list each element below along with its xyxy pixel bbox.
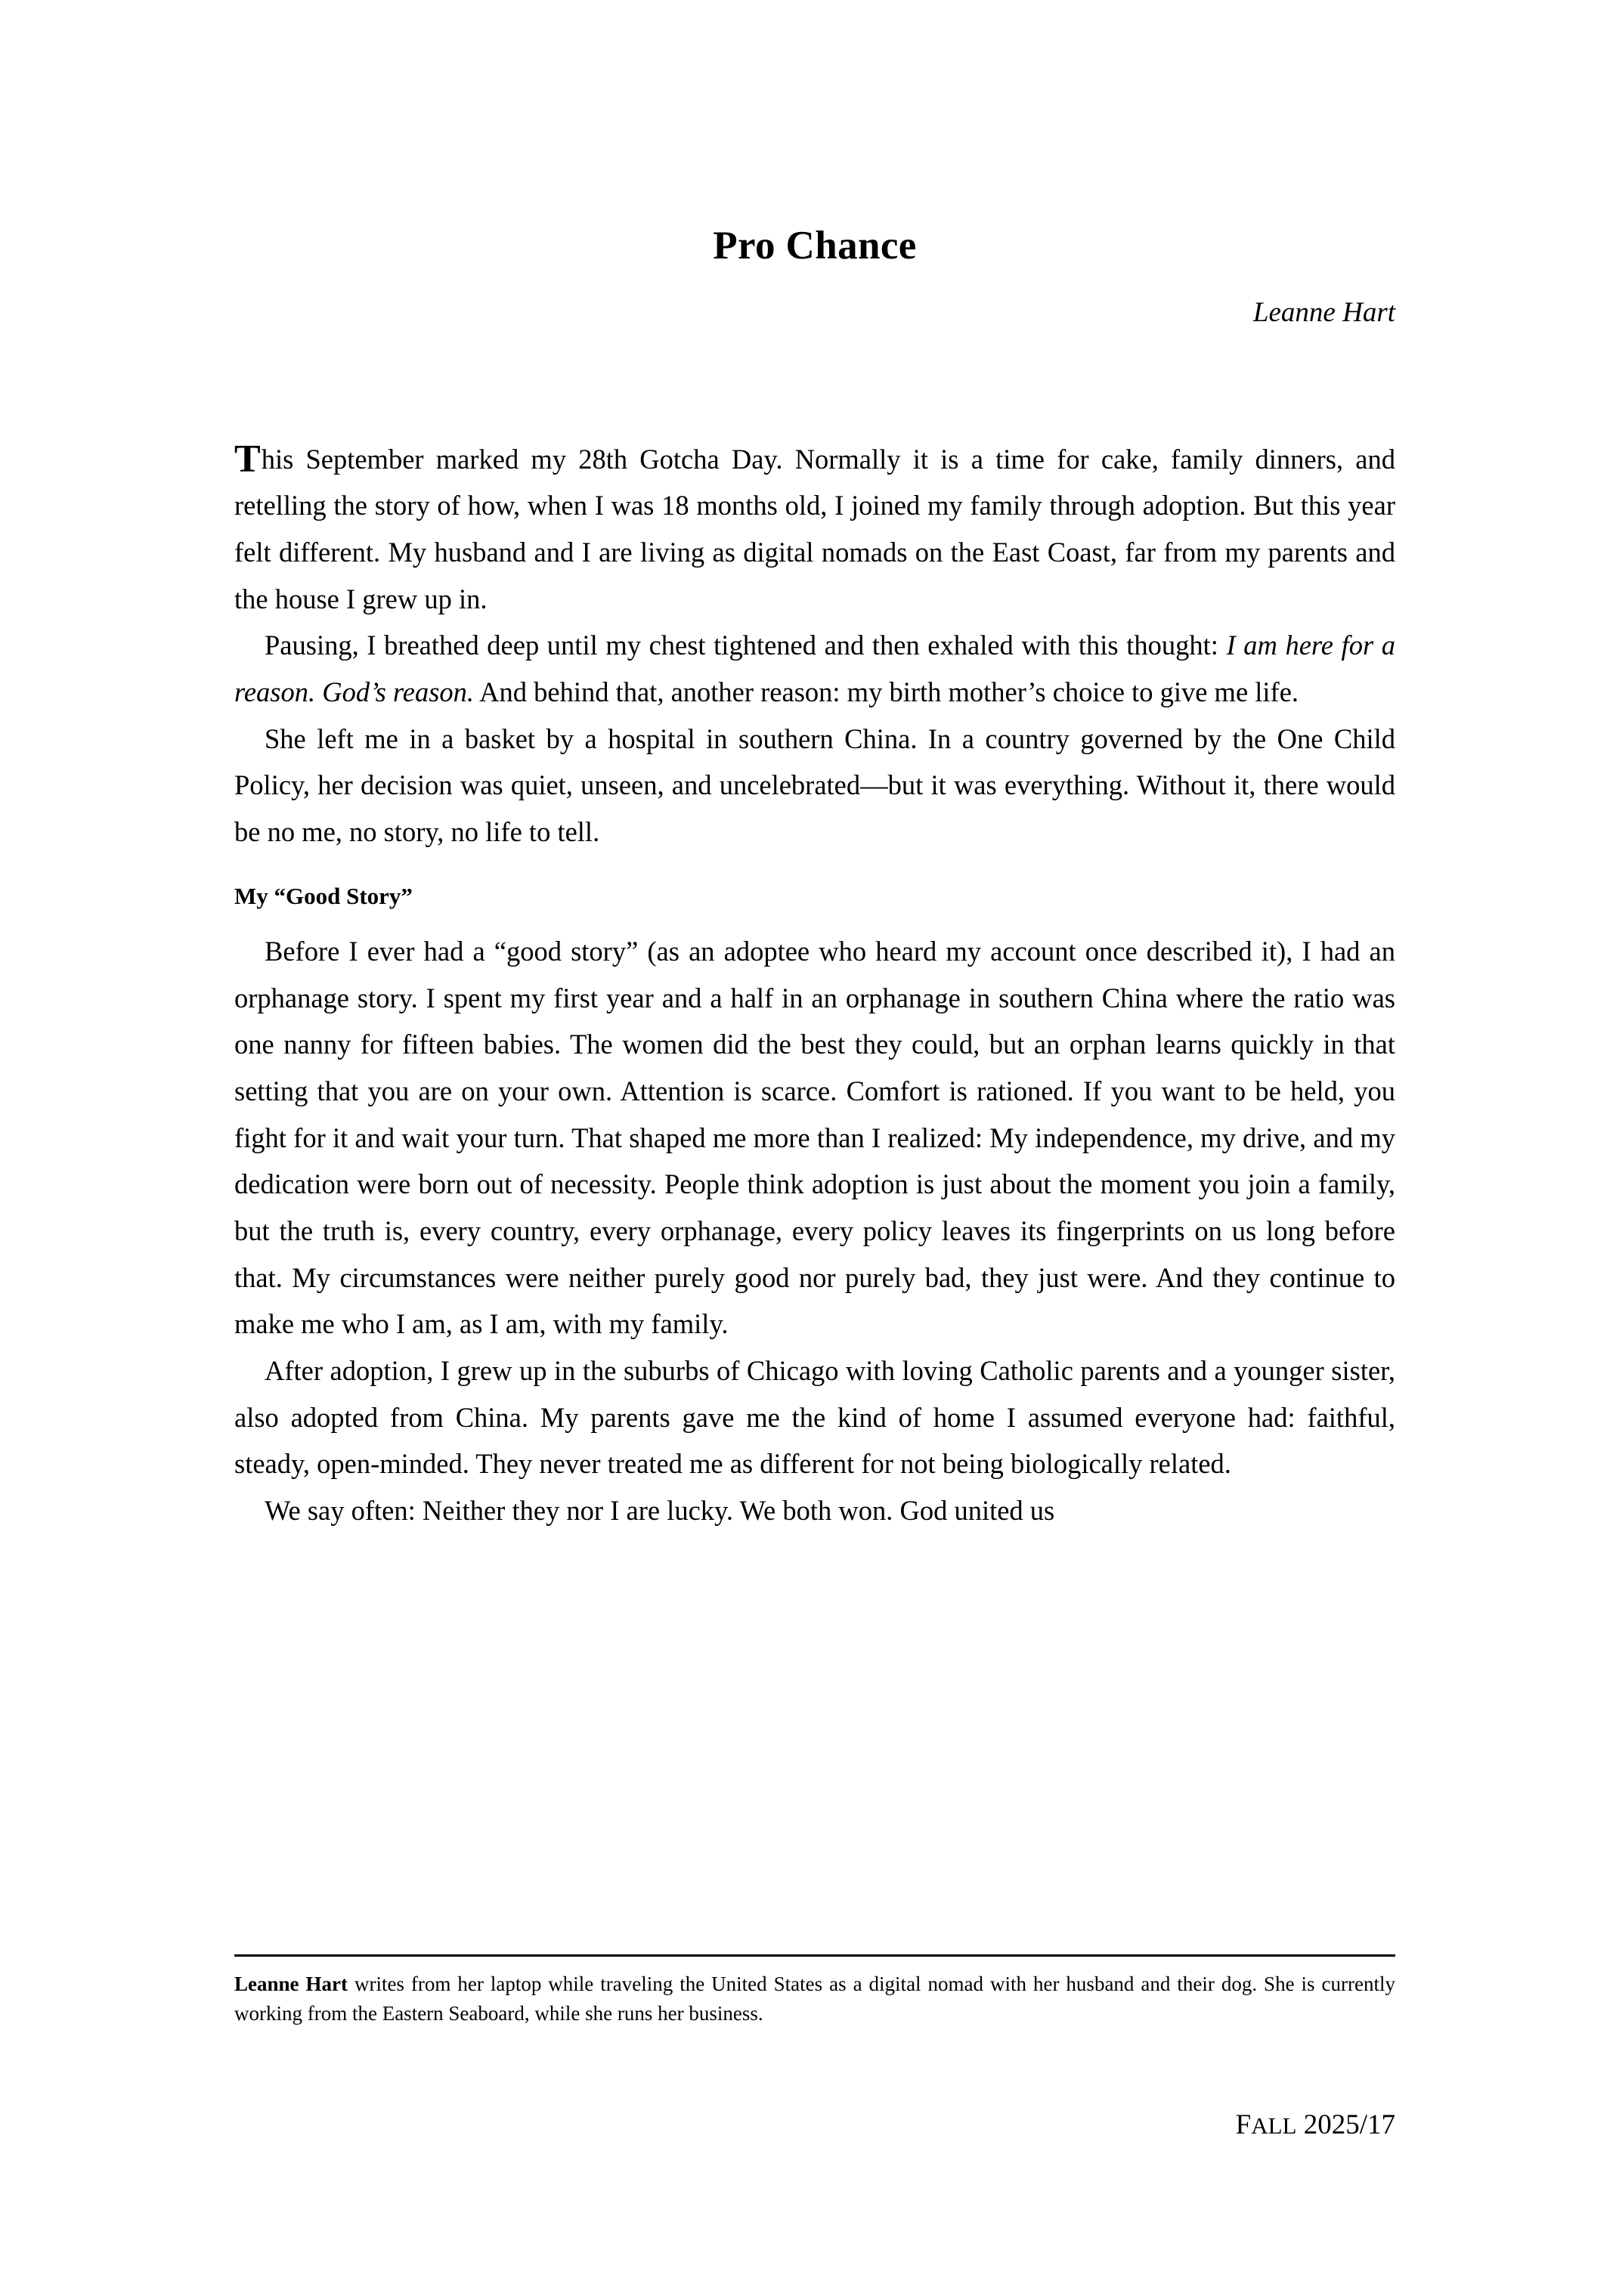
paragraph-4: Before I ever had a “good story” (as an adoptee who heard my account once described it), I had an orphanage story. I spent my first year and a half in an orphanage in southern China where the ratio was one nanny for fifteen babies. The women did the best they could, but an orphan learns quickly in that setting that you are on your own. Attention is scarce. Comfort is rationed. If you want to be held, you fight for it and wait your turn. That shaped me more than I realized: My independence, my drive, and my dedication were born out of necessity. People think adoption is just about the moment you join a family, but the truth is, every country, every orphanage, every policy leaves its fingerprints on us long before that. My circumstances were neither purely good nor purely bad, they just were. And they continue to make me who I am, as I am, with my family. — [234, 936, 1395, 1340]
paragraph-2 — [234, 622, 1395, 715]
footer-season-rest: ALL — [1251, 2112, 1297, 2139]
text-column — [234, 0, 1395, 1534]
page-title: Pro Chance — [713, 224, 917, 268]
article-body — [234, 330, 1395, 1534]
paragraph-6: We say often: Neither they nor I are lucky. We both won. God united us — [265, 1495, 1055, 1527]
section-heading-good-story: My “Good Story” — [234, 882, 413, 909]
paragraph-5: After adoption, I grew up in the suburbs of Chicago with loving Catholic parents and a younger sister, also adopted from China. My parents gave me the kind of home I assumed everyone had: faithful, steady, open-minded. They never treated me as different for not being biologically related. — [234, 1355, 1395, 1480]
paragraph-1 — [234, 436, 1395, 623]
footnote-body-text: writes from her laptop while traveling the United States as a digital nomad with her husband and their dog. She is currently working from the Eastern Seaboard, while she runs her business. — [234, 1973, 1395, 2025]
paragraph-2-lead: Pausing, I breathed deep until my chest tightened and then exhaled with this thought: — [265, 630, 1227, 661]
footnote-author-name: Leanne Hart — [234, 1973, 348, 1995]
footer-season-initial: F — [1235, 2109, 1252, 2140]
page-footer — [234, 2109, 1395, 2142]
paragraph-3: She left me in a basket by a hospital in southern China. In a country governed by the One Child Policy, her decision was quiet, unseen, and uncelebrated—but it was everything. Without it, there would be no me, no story, no life to tell. — [234, 723, 1395, 848]
author-bio-note — [234, 1957, 1395, 2028]
paragraph-1-text: his September marked my 28th Gotcha Day. Normally it is a time for cake, family dinners, and retelling the story of how, when I was 18 months old, I joined my family through adoption. But this year felt different. My husband and I are living as digital nomads on the East Coast, far from my parents and the house I grew up in. — [234, 443, 1395, 614]
footnote-block — [234, 1954, 1395, 2028]
drop-cap-initial: T — [234, 437, 261, 481]
paragraph-2-emphasis: I am here for a reason. God’s reason. — [234, 630, 1395, 708]
paragraph-2-tail: And behind that, another reason: my birth mother’s choice to give me life. — [474, 676, 1299, 708]
footer-issue-number: 2025/17 — [1296, 2109, 1395, 2140]
author-byline: Leanne Hart — [1252, 297, 1395, 329]
